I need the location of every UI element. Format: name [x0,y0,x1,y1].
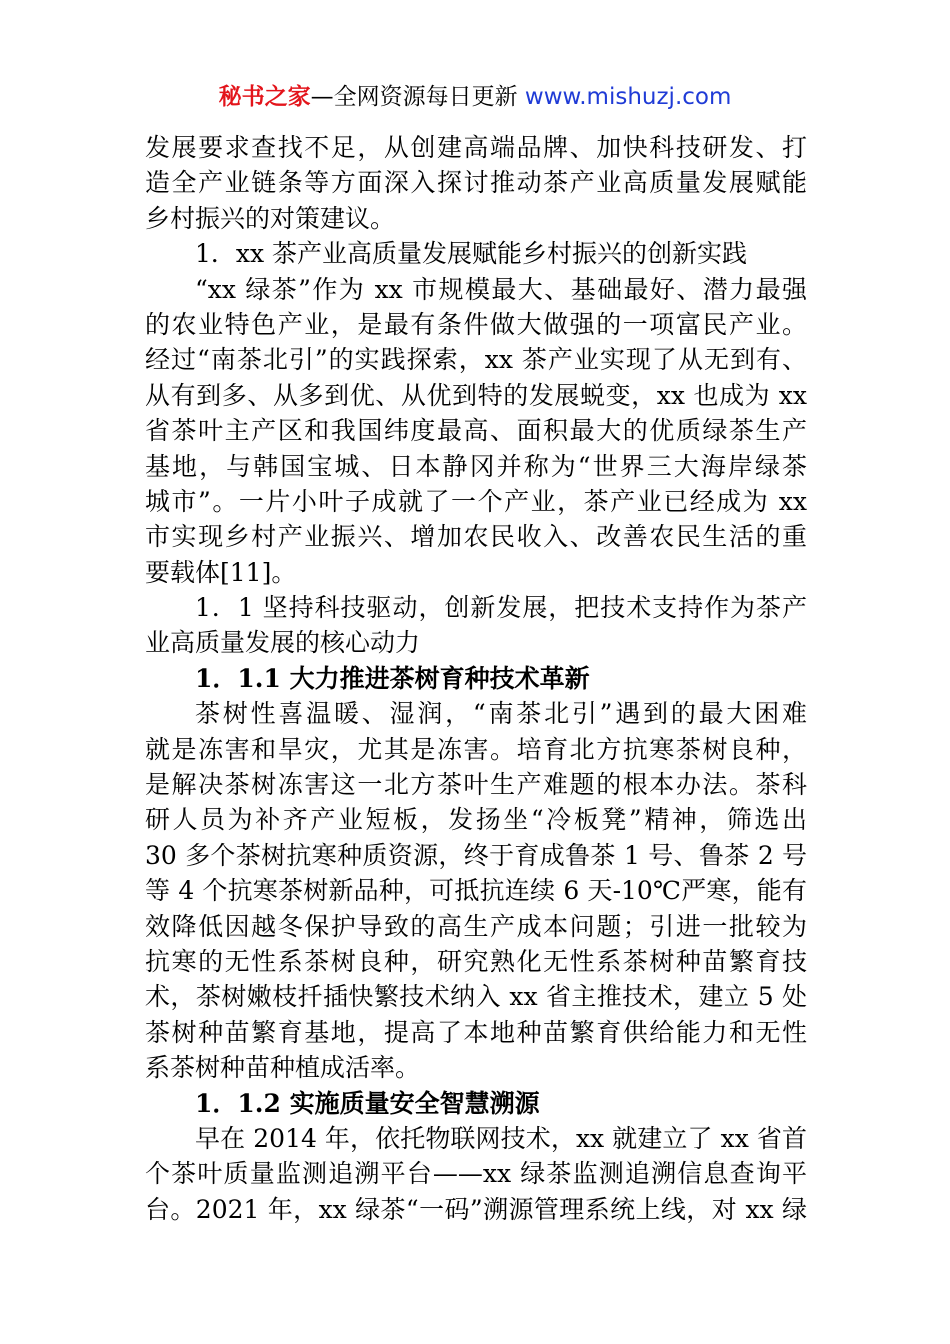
body-text-line: 系茶树种苗种植成活率。 [145,1053,421,1083]
body-text-line: 市实现乡村产业振兴、增加农民收入、改善农民生活的重 [145,522,807,552]
body-text-line: 发展要求查找不足，从创建高端品牌、加快科技研发、打 [145,133,807,162]
body-text-line: 业高质量发展的核心动力 [145,628,421,658]
body-text-line: 效降低因越冬保护导致的高生产成本问题；引进一批较为 [145,911,807,941]
body-text-line: 乡村振兴的对策建议。 [145,203,396,233]
body-text-line: 省茶叶主产区和我国纬度最高、面积最大的优质绿茶生产 [145,416,807,446]
body-text-line: 等 4 个抗寒茶树新品种，可抵抗连续 6 天-10℃严寒，能有 [145,876,807,906]
body-text-line: 是解决茶树冻害这一北方茶叶生产难题的根本办法。茶科 [145,770,807,800]
site-url-link[interactable]: www.mishuzj.com [524,84,732,110]
body-text-line: 术，茶树嫩枝扦插快繁技术纳入 xx 省主推技术，建立 5 处 [145,982,807,1012]
body-text-line: 就是冻害和旱灾，尤其是冻害。培育北方抗寒茶树良种， [145,734,807,764]
section-heading-line: 1．1.1 大力推进茶树育种技术革新 [195,663,590,693]
body-text-line: 基地，与韩国宝城、日本静冈并称为“世界三大海岸绿茶 [145,451,807,481]
site-header [0,80,950,114]
body-text-line: 茶树种苗繁育基地，提高了本地种苗繁育供给能力和无性 [145,1017,807,1047]
body-text-line: 造全产业链条等方面深入探讨推动茶产业高质量发展赋能 [145,168,807,198]
body-text-line: 个茶叶质量监测追溯平台——xx 绿茶监测追溯信息查询平 [145,1159,807,1189]
body-text-line: 要载体[11]。 [145,557,297,587]
body-text-line: 经过“南茶北引”的实践探索，xx 茶产业实现了从无到有、 [145,345,807,375]
site-brand: 秘书之家 [218,84,311,110]
body-text-line: 1．xx 茶产业高质量发展赋能乡村振兴的创新实践 [195,239,748,269]
body-text-line: 从有到多、从多到优、从优到特的发展蜕变，xx 也成为 xx [145,380,807,410]
body-text-line: 茶树性喜温暖、湿润，“南茶北引”遇到的最大困难 [195,699,807,729]
site-tagline: —全网资源每日更新 [310,84,525,110]
body-text-line: 台。2021 年，xx 绿茶“一码”溯源管理系统上线，对 xx 绿 [145,1194,807,1224]
body-text-line: 30 多个茶树抗寒种质资源，终于育成鲁茶 1 号、鲁茶 2 号 [145,840,807,870]
body-text-line: 城市”。一片小叶子成就了一个产业，茶产业已经成为 xx [145,486,807,516]
body-text-line: “xx 绿茶”作为 xx 市规模最大、基础最好、潜力最强 [195,274,807,304]
body-text-line: 早在 2014 年，依托物联网技术，xx 就建立了 xx 省首 [195,1123,807,1153]
body-text-line: 研人员为补齐产业短板，发扬坐“冷板凳”精神，筛选出 [145,805,807,835]
body-text-line: 的农业特色产业，是最有条件做大做强的一项富民产业。 [145,309,807,339]
document-body [145,130,807,1227]
body-text-line: 抗寒的无性系茶树良种，研究熟化无性系茶树种苗繁育技 [145,946,807,976]
body-text-line: 1．1 坚持科技驱动，创新发展，把技术支持作为茶产 [195,593,807,623]
section-heading-line: 1．1.2 实施质量安全智慧溯源 [195,1088,540,1118]
